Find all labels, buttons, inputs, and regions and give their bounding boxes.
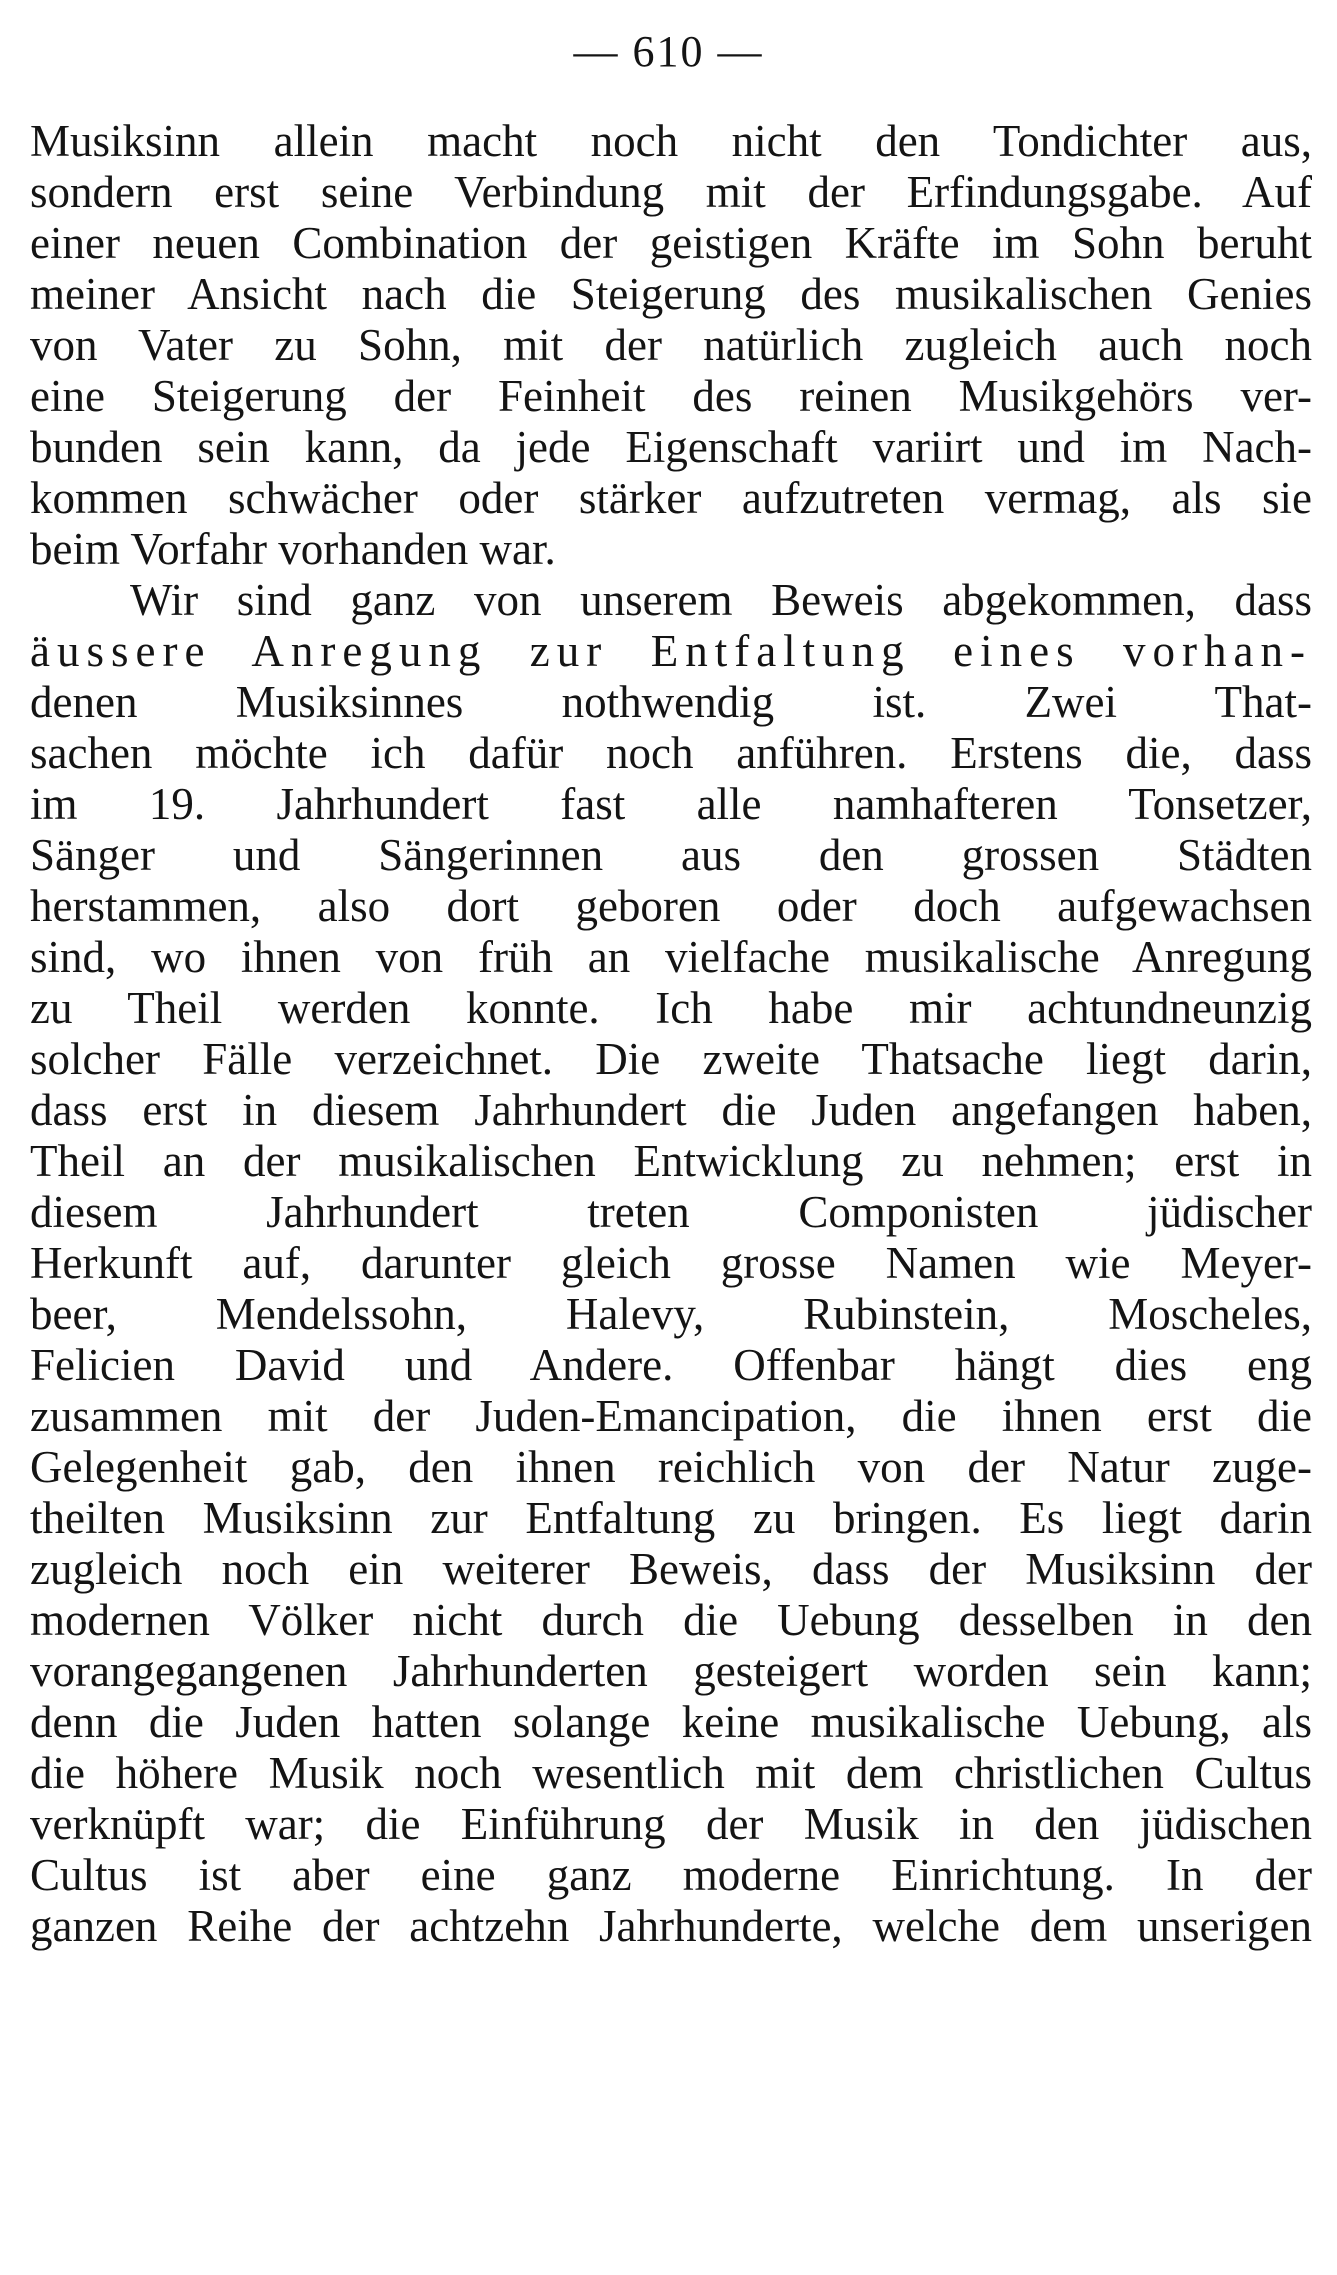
text-line: Wir sind ganz von unserem Beweis abgekommen, dass (130, 575, 1312, 625)
text-line: solcher Fälle verzeichnet. Die zweite Thatsache liegt darin, (30, 1034, 1312, 1084)
text-line: die höhere Musik noch wesentlich mit dem christlichen Cultus (30, 1748, 1312, 1798)
text-line: sachen möchte ich dafür noch anführen. Erstens die, dass (30, 728, 1312, 778)
text-line: sondern erst seine Verbindung mit der Erfindungsgabe. Auf (30, 167, 1312, 217)
text-line: Felicien David und Andere. Offenbar hängt dies eng (30, 1340, 1312, 1390)
text-line: ganzen Reihe der achtzehn Jahrhunderte, welche dem unserigen (30, 1901, 1312, 1951)
text-line: kommen schwächer oder stärker aufzutreten vermag, als sie (30, 473, 1312, 523)
page-number: — 610 — (573, 27, 764, 76)
text-line: Musiksinn allein macht noch nicht den Tondichter aus, (30, 116, 1312, 166)
body-text (30, 116, 1312, 1952)
text-line: Theil an der musikalischen Entwicklung zu nehmen; erst in (30, 1136, 1312, 1186)
text-line: sind, wo ihnen von früh an vielfache musikalische Anregung (30, 932, 1312, 982)
text-line: von Vater zu Sohn, mit der natürlich zugleich auch noch (30, 320, 1312, 370)
text-line: dass erst in diesem Jahrhundert die Juden angefangen haben, (30, 1085, 1312, 1135)
text-line: bunden sein kann, da jede Eigenschaft variirt und im Nach- (30, 422, 1312, 472)
text-line: Sänger und Sängerinnen aus den grossen Städten (30, 830, 1312, 880)
text-line: modernen Völker nicht durch die Uebung desselben in den (30, 1595, 1312, 1645)
text-line: herstammen, also dort geboren oder doch aufgewachsen (30, 881, 1312, 931)
text-line: zu Theil werden konnte. Ich habe mir achtundneunzig (30, 983, 1312, 1033)
text-line: denn die Juden hatten solange keine musikalische Uebung, als (30, 1697, 1312, 1747)
text-line: Herkunft auf, darunter gleich grosse Namen wie Meyer- (30, 1238, 1312, 1288)
text-line: Cultus ist aber eine ganz moderne Einrichtung. In der (30, 1850, 1312, 1900)
text-line: beim Vorfahr vorhanden war. (30, 524, 556, 574)
text-line: beer, Mendelssohn, Halevy, Rubinstein, Moscheles, (30, 1289, 1312, 1339)
text-line: verknüpft war; die Einführung der Musik in den jüdischen (30, 1799, 1312, 1849)
text-line: zusammen mit der Juden-Emancipation, die ihnen erst die (30, 1391, 1312, 1441)
text-line: diesem Jahrhundert treten Componisten jüdischer (30, 1187, 1312, 1237)
text-line: zugleich noch ein weiterer Beweis, dass der Musiksinn der (30, 1544, 1312, 1594)
text-line: im 19. Jahrhundert fast alle namhafteren Tonsetzer, (30, 779, 1312, 829)
text-line: denen Musiksinnes nothwendig ist. Zwei That- (30, 677, 1312, 727)
text-line: einer neuen Combination der geistigen Kräfte im Sohn beruht (30, 218, 1312, 268)
text-line: Gelegenheit gab, den ihnen reichlich von der Natur zuge- (30, 1442, 1312, 1492)
text-line: vorangegangenen Jahrhunderten gesteigert worden sein kann; (30, 1646, 1312, 1696)
text-line: theilten Musiksinn zur Entfaltung zu bringen. Es liegt darin (30, 1493, 1312, 1543)
text-line: äussere Anregung zur Entfaltung eines vorhan- (30, 626, 1312, 676)
text-line: meiner Ansicht nach die Steigerung des musikalischen Genies (30, 269, 1312, 319)
text-line: eine Steigerung der Feinheit des reinen Musikgehörs ver- (30, 371, 1312, 421)
